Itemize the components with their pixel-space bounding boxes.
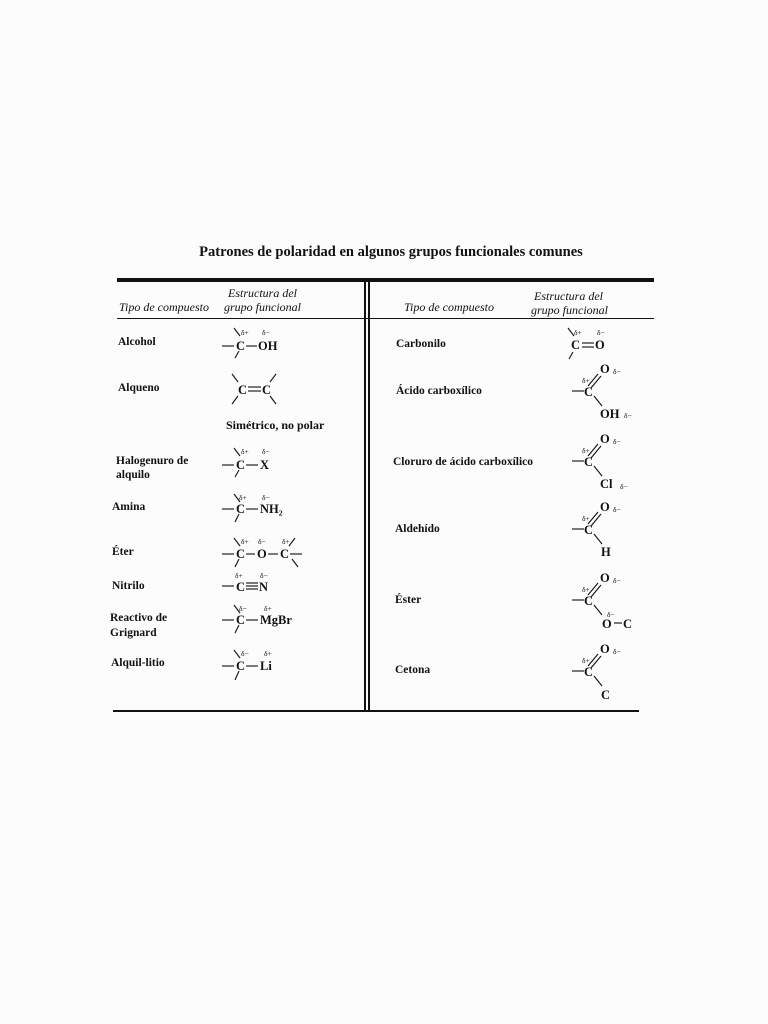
delta-minus: δ−	[613, 367, 621, 376]
atom-o: O	[600, 642, 610, 656]
row-name-aldehyde: Aldehído	[395, 523, 440, 535]
row-name-grignard-line2: Grignard	[110, 627, 157, 639]
row-name-nitrile: Nitrilo	[112, 580, 145, 592]
atom-c: C	[584, 455, 594, 469]
delta-minus: δ−	[239, 604, 247, 613]
delta-plus: δ+	[574, 328, 582, 337]
atom-o: O	[257, 547, 267, 561]
delta-plus: δ+	[582, 446, 590, 455]
row-name-alcohol: Alcohol	[118, 336, 156, 348]
structure-grignard	[222, 603, 302, 637]
row-name-acyl-chloride: Cloruro de ácido carboxílico	[393, 456, 534, 468]
atom-mgbr: MgBr	[260, 613, 292, 627]
atom-c: C	[584, 594, 594, 608]
table-title: Patrones de polaridad en algunos grupos funcionales comunes	[199, 244, 583, 260]
atom-li: Li	[260, 659, 272, 673]
row-name-haloalkane-line2: alquilo	[116, 469, 150, 481]
atom-c: C	[236, 659, 246, 673]
bottom-rule	[113, 710, 639, 712]
delta-minus: δ−	[262, 328, 270, 337]
atom-o-ester: O	[602, 617, 612, 631]
row-name-ketone: Cetona	[395, 664, 431, 676]
delta-minus: δ−	[262, 493, 270, 502]
atom-c-alkyl: C	[601, 688, 611, 702]
atom-o: O	[595, 338, 605, 352]
atom-oh: OH	[600, 407, 620, 421]
row-name-alkene: Alqueno	[118, 382, 160, 394]
delta-plus: δ+	[241, 537, 249, 546]
structure-aldehyde	[570, 500, 640, 560]
delta-minus: δ−	[624, 411, 632, 420]
atom-c: C	[236, 613, 246, 627]
atom-h: H	[601, 545, 611, 559]
atom-c2: C	[262, 383, 272, 397]
delta-plus: δ+	[582, 514, 590, 523]
delta-plus: δ+	[241, 328, 249, 337]
structure-ether	[222, 536, 318, 572]
delta-minus: δ−	[613, 505, 621, 514]
row-name-haloalkane-line1: Halogenuro de	[116, 455, 189, 467]
atom-c2: C	[280, 547, 290, 561]
structure-carbonyl	[562, 326, 622, 362]
atom-n: N	[259, 580, 269, 594]
atom-oh: OH	[258, 339, 278, 353]
structure-ketone	[570, 642, 640, 704]
delta-minus: δ−	[613, 437, 621, 446]
top-thick-rule	[117, 278, 654, 282]
atom-o: O	[600, 571, 610, 585]
structure-ester	[570, 571, 640, 633]
atom-c1: C	[238, 383, 248, 397]
header-rule	[117, 318, 654, 319]
structure-alcohol	[222, 326, 302, 360]
delta-minus: δ−	[613, 647, 621, 656]
structure-nitrile	[222, 572, 282, 596]
delta-minus: δ−	[262, 447, 270, 456]
row-name-carbonyl: Carbonilo	[396, 338, 446, 350]
delta-minus: δ−	[260, 571, 268, 580]
row-name-amine: Amina	[112, 501, 146, 513]
delta-plus: δ+	[241, 447, 249, 456]
delta-plus: δ+	[582, 585, 590, 594]
delta-plus: δ+	[235, 571, 243, 580]
delta-plus: δ+	[264, 604, 272, 613]
header-left-structure-line1: Estructura del	[228, 286, 297, 300]
structure-carboxylic-acid	[570, 362, 640, 422]
atom-c: C	[236, 580, 246, 594]
column-divider-right	[368, 282, 370, 711]
atom-c: C	[571, 338, 581, 352]
delta-minus: δ−	[258, 537, 266, 546]
atom-o: O	[600, 500, 610, 514]
atom-o: O	[600, 432, 610, 446]
atom-cl: Cl	[600, 477, 613, 491]
delta-plus: δ+	[582, 376, 590, 385]
row-name-carboxylic-acid: Ácido carboxílico	[396, 385, 482, 397]
atom-c: C	[236, 458, 246, 472]
delta-minus: δ−	[607, 610, 615, 619]
delta-plus: δ+	[264, 649, 272, 658]
header-left-type: Tipo de compuesto	[119, 300, 209, 314]
structure-alkene	[230, 372, 280, 408]
delta-minus: δ−	[620, 482, 628, 491]
header-right-structure-line1: Estructura del	[534, 289, 603, 303]
row-name-ester: Éster	[395, 594, 422, 606]
row-name-grignard-line1: Reactivo de	[110, 612, 168, 624]
atom-c: C	[584, 385, 594, 399]
header-left-structure-line2: grupo funcional	[224, 300, 301, 314]
structure-amine	[222, 492, 302, 526]
row-name-alkyllithium: Alquil-litio	[111, 657, 165, 669]
atom-c: C	[584, 665, 594, 679]
column-divider-left	[364, 282, 366, 711]
atom-nh2: NH₂	[260, 502, 283, 516]
structure-acyl-chloride	[570, 432, 640, 492]
delta-minus: δ−	[613, 576, 621, 585]
structure-alkyllithium	[222, 648, 292, 684]
delta-plus: δ+	[239, 493, 247, 502]
delta-plus: δ+	[582, 656, 590, 665]
row-note-alkene: Simétrico, no polar	[226, 418, 325, 432]
delta-minus: δ−	[241, 649, 249, 658]
atom-x: X	[260, 458, 270, 472]
row-name-ether: Éter	[112, 546, 134, 558]
atom-c: C	[236, 502, 246, 516]
atom-c: C	[584, 523, 594, 537]
delta-plus: δ+	[282, 537, 290, 546]
atom-c: C	[236, 339, 246, 353]
delta-minus: δ−	[597, 328, 605, 337]
structure-haloalkane	[222, 446, 292, 480]
atom-o: O	[600, 362, 610, 376]
header-right-structure-line2: grupo funcional	[531, 303, 608, 317]
atom-c1: C	[236, 547, 246, 561]
atom-c-ester: C	[623, 617, 633, 631]
header-right-type: Tipo de compuesto	[404, 300, 494, 314]
